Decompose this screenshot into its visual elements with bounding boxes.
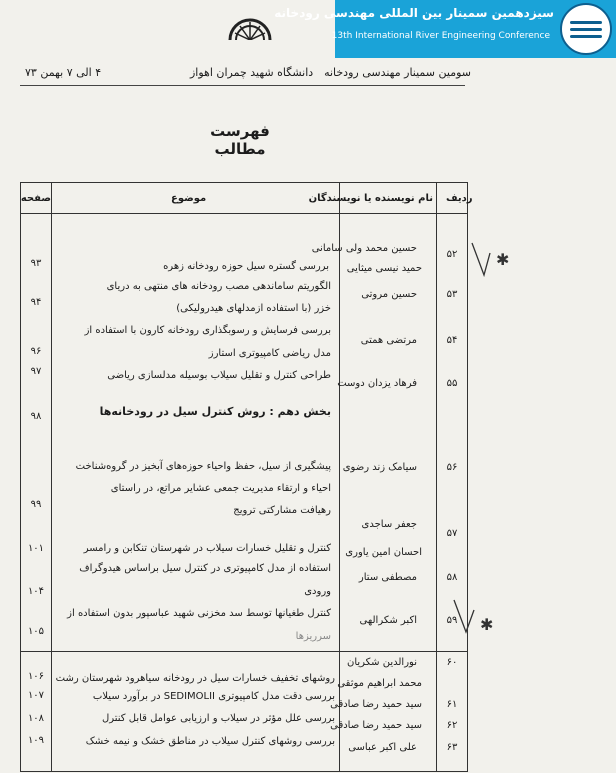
row-number: ۵۵ (446, 378, 458, 389)
conference-banner (274, 0, 616, 58)
svg-text:✱: ✱ (496, 250, 510, 269)
row-page: ۱۰۸ (27, 713, 45, 724)
row-author: علی اکبر عباسی (348, 742, 417, 753)
column-header-row: ردیف (446, 193, 473, 204)
row-topic: کنترل طغیانها توسط سد مخزنی شهید عباسپور بدون استفاده از (67, 608, 331, 619)
header-row-divider (21, 213, 467, 214)
row-page: ۹۳ (30, 258, 42, 269)
row-author: اکبر شکرالهی (359, 615, 417, 626)
row-topic: الگوریتم ساماندهی مصب رودخانه های منتهی به دریای (106, 281, 331, 292)
column-header-topic: موضوع (171, 193, 207, 204)
row-page: ۹۴ (30, 297, 42, 308)
row-topic: رهیافت مشارکتی ترویج (233, 505, 331, 516)
row-number: ۶۲ (446, 720, 458, 731)
toc-table (20, 182, 473, 772)
row-topic: بررسی روشهای کنترل سیلاب در مناطق خشک و نیمه خشک (85, 736, 335, 747)
row-page: ۹۹ (30, 499, 42, 510)
row-page: ۱۰۴ (27, 586, 45, 597)
row-number: ۵۴ (446, 335, 458, 346)
row-author: مصطفی ستار (358, 572, 417, 583)
seminar-dates: ۴ الی ۷ بهمن ۷۳ (25, 66, 102, 79)
row-page: ۱۰۵ (27, 626, 45, 637)
university-name: دانشگاه شهید چمران اهواز (190, 66, 314, 79)
row-topic: بررسی دقت مدل کامپیوتری SEDIMOLII در برآورد سیلاب (92, 691, 335, 702)
row-author: مرتضی همتی (360, 335, 417, 346)
row-number: ۶۰ (446, 657, 458, 668)
row-author: جعفر ساجدی (361, 519, 417, 530)
row-topic: سرریزها (295, 631, 331, 642)
row-author: حسین محمد ولی سامانی (311, 243, 417, 254)
row-page: ۱۰۷ (27, 690, 45, 701)
row-topic: بررسی علل مؤثر در سیلاب و ارزیابی عوامل قابل کنترل (101, 713, 335, 724)
header-divider (20, 85, 465, 86)
row-number: ۶۳ (446, 742, 458, 753)
row-author: محمد ابراهیم موثقی (337, 678, 422, 689)
row-topic: مدل ریاضی کامپیوتری استارز (208, 348, 331, 359)
section-heading: بخش دهم : روش کنترل سیل در رودخانه‌ها (99, 405, 331, 418)
row-number: ۶۱ (446, 699, 458, 710)
row-page: ۹۶ (30, 346, 42, 357)
row-topic: ورودی (304, 586, 331, 597)
column-header-page: صفحه (20, 193, 51, 204)
margin-checkmark-icon (452, 590, 497, 640)
row-author: فرهاد یزدان دوست (337, 378, 417, 389)
row-page: ۹۸ (30, 411, 42, 422)
university-seal-icon (226, 0, 274, 40)
row-topic: روشهای تخفیف خسارات سیل در رودخانه سیاهرود شهرستان رشت (55, 673, 335, 684)
svg-text:✱: ✱ (480, 615, 494, 634)
row-topic: کنترل و تقلیل خسارات سیلاب در شهرستان تنکابن و رامسر (83, 543, 331, 554)
row-topic: احیاء و ارتقاء مدیریت جمعی عشایر مراتع، در راستای (110, 483, 331, 494)
row-number: ۵۸ (446, 572, 458, 583)
seminar-name: سومین سمینار مهندسی رودخانه (324, 66, 471, 79)
row-page: ۱۰۶ (27, 671, 45, 682)
row-number: ۵۷ (446, 528, 458, 539)
row-number: ۵۲ (446, 249, 458, 260)
row-topic: بررسی گستره سیل حوزه رودخانه زهره (163, 261, 329, 272)
row-topic: بررسی فرسایش و رسوبگذاری رودخانه کارون با استفاده از (84, 325, 331, 336)
row-topic: استفاده از مدل کامپیوتری در کنترل سیل براساس هیدوگراف (79, 563, 331, 574)
column-header-authors: نام نویسنده یا نویسندگان (308, 193, 433, 204)
column-divider (51, 183, 52, 771)
row-divider (21, 651, 467, 652)
row-author: سید حمید رضا صادقی (330, 720, 422, 731)
conference-logo-icon (560, 3, 612, 55)
row-author: سید حمید رضا صادقی (330, 699, 422, 710)
row-number: ۵۹ (446, 615, 458, 626)
row-author: احسان امین یاوری (345, 547, 422, 558)
row-page: ۱۰۹ (27, 735, 45, 746)
row-author: نورالدین شکریان (346, 657, 417, 668)
row-author: حمید نیسی میثایی (346, 263, 422, 274)
row-number: ۵۳ (446, 289, 458, 300)
row-page: ۹۷ (30, 366, 42, 377)
row-topic: پیشگیری از سیل، حفظ واحیاء حوزه‌های آبخیز در گروه‌شناخت (75, 461, 331, 472)
column-divider (436, 183, 437, 771)
margin-checkmark-icon (470, 235, 510, 280)
toc-title: فهرست مطالب (210, 122, 270, 158)
row-number: ۵۶ (446, 462, 458, 473)
row-author: سیامک زند رضوی (342, 462, 417, 473)
row-page: ۱۰۱ (27, 543, 45, 554)
row-topic: خزر (با استفاده ازمدلهای هیدرولیکی) (176, 303, 331, 314)
banner-title-en: 13th International River Engineering Conference (331, 31, 550, 41)
row-topic: طراحی کنترل و تقلیل سیلاب بوسیله مدلسازی ریاضی (107, 370, 331, 381)
banner-title-fa: سیزدهمین سمینار بین المللی مهندسی رودخانه (274, 6, 554, 20)
row-author: حسین مروتی (361, 289, 417, 300)
